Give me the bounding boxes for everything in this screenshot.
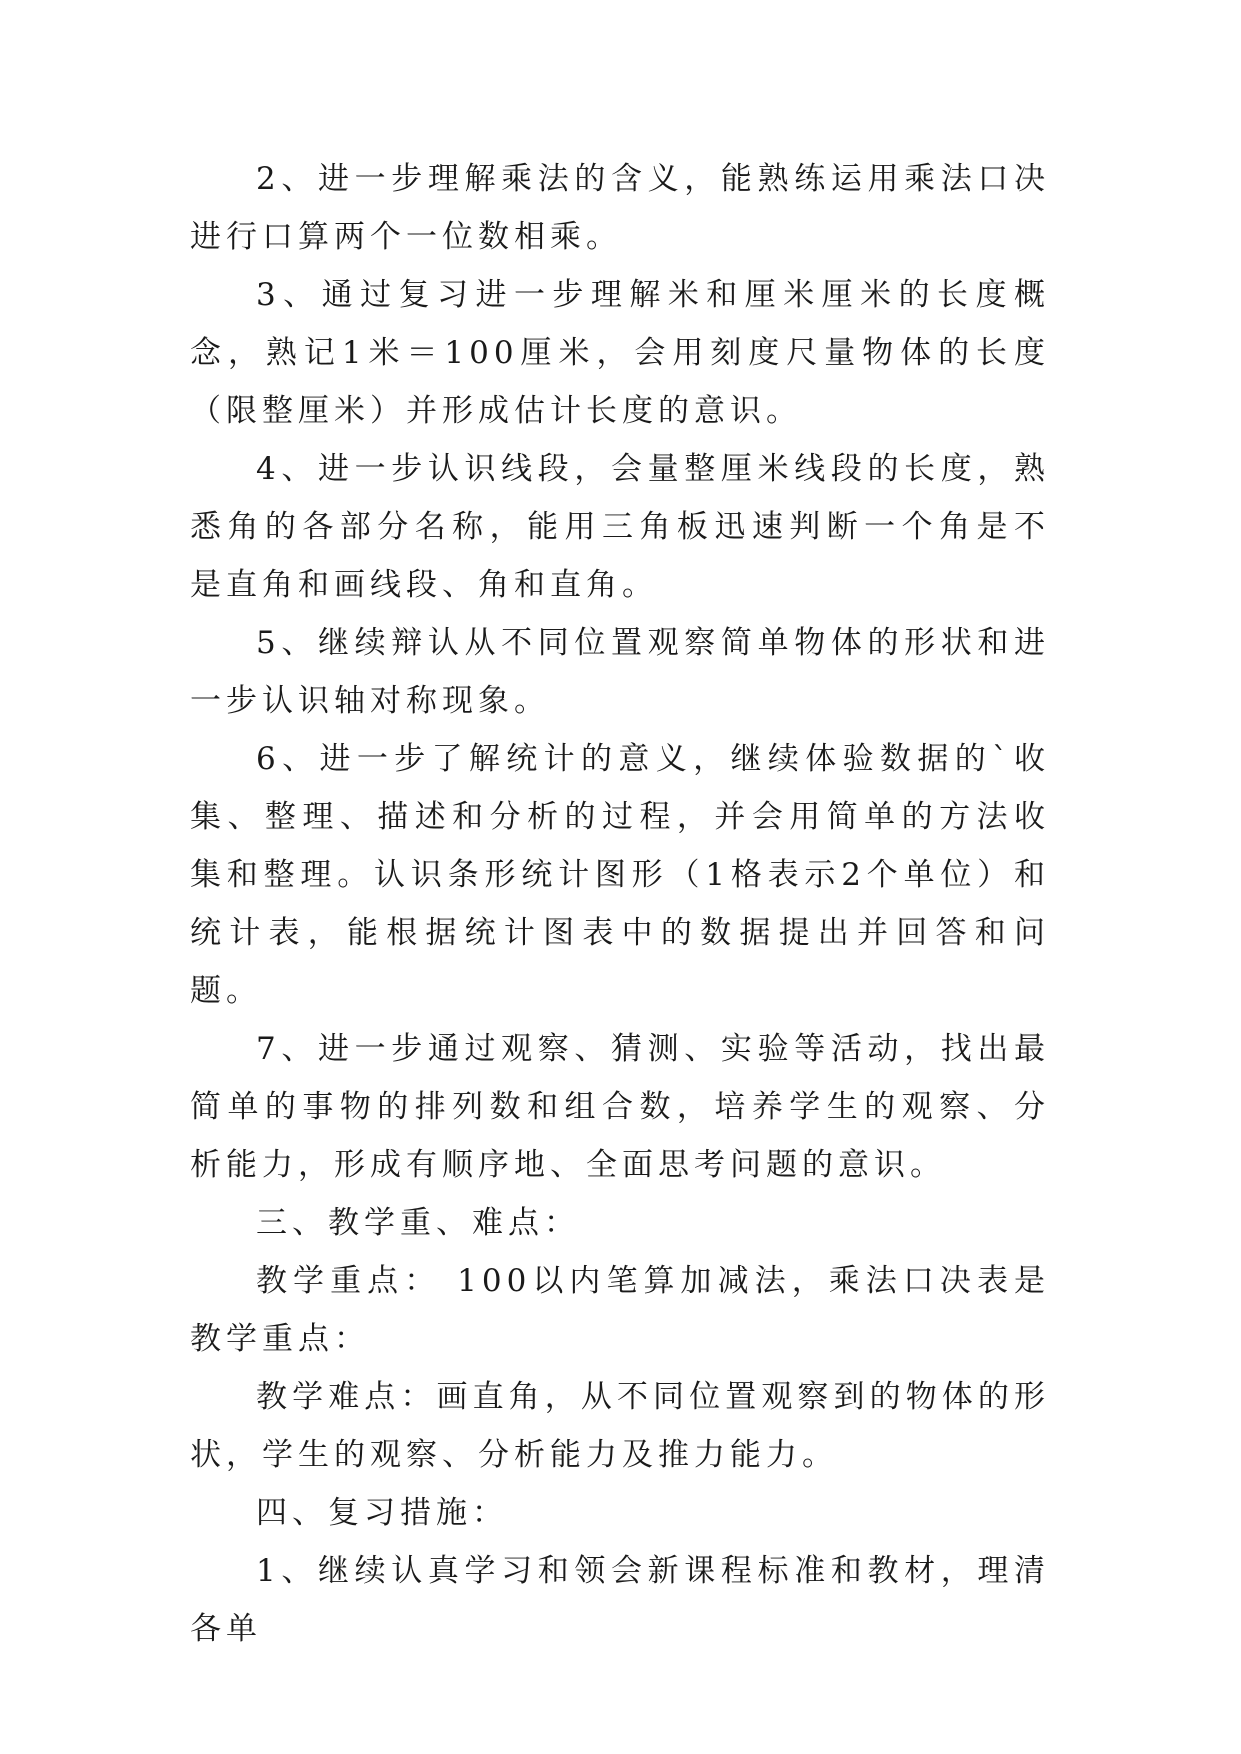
teaching-focus: 教学重点： 100以内笔算加减法，乘法口决表是教学重点： [190,1263,1050,1357]
paragraph-item-7: 7、进一步通过观察、猜测、实验等活动，找出最简单的事物的排列数和组合数，培养学生的观察、分析能力，形成有顺序地、全面思考问题的意识。 [190,1031,1050,1183]
paragraph-item-6: 6、进一步了解统计的意义，继续体验数据的`收集、整理、描述和分析的过程，并会用简单的方法收集和整理。认识条形统计图形（1格表示2个单位）和统计表，能根据统计图表中的数据提出并回答和问题。 [190,741,1050,1009]
teaching-difficulty: 教学难点：画直角，从不同位置观察到的物体的形状，学生的观察、分析能力及推力能力。 [190,1379,1050,1473]
section-heading-key-points: 三、教学重、难点： [256,1205,580,1241]
paragraph-item-3: 3、通过复习进一步理解米和厘米厘米的长度概念，熟记1米＝100厘米，会用刻度尺量物体的长度（限整厘米）并形成估计长度的意识。 [190,277,1050,429]
paragraph-item-5: 5、继续辩认从不同位置观察简单物体的形状和进一步认识轴对称现象。 [190,625,1050,719]
paragraph-measure-1: 1、继续认真学习和领会新课程标准和教材，理清各单 [190,1553,1050,1647]
paragraph-item-4: 4、进一步认识线段，会量整厘米线段的长度，熟悉角的各部分名称，能用三角板迅速判断一个角是不是直角和画线段、角和直角。 [190,451,1050,603]
paragraph-item-2: 2、进一步理解乘法的含义，能熟练运用乘法口决进行口算两个一位数相乘。 [190,161,1050,255]
section-heading-measures: 四、复习措施： [256,1495,508,1531]
document-body [190,150,1050,1658]
